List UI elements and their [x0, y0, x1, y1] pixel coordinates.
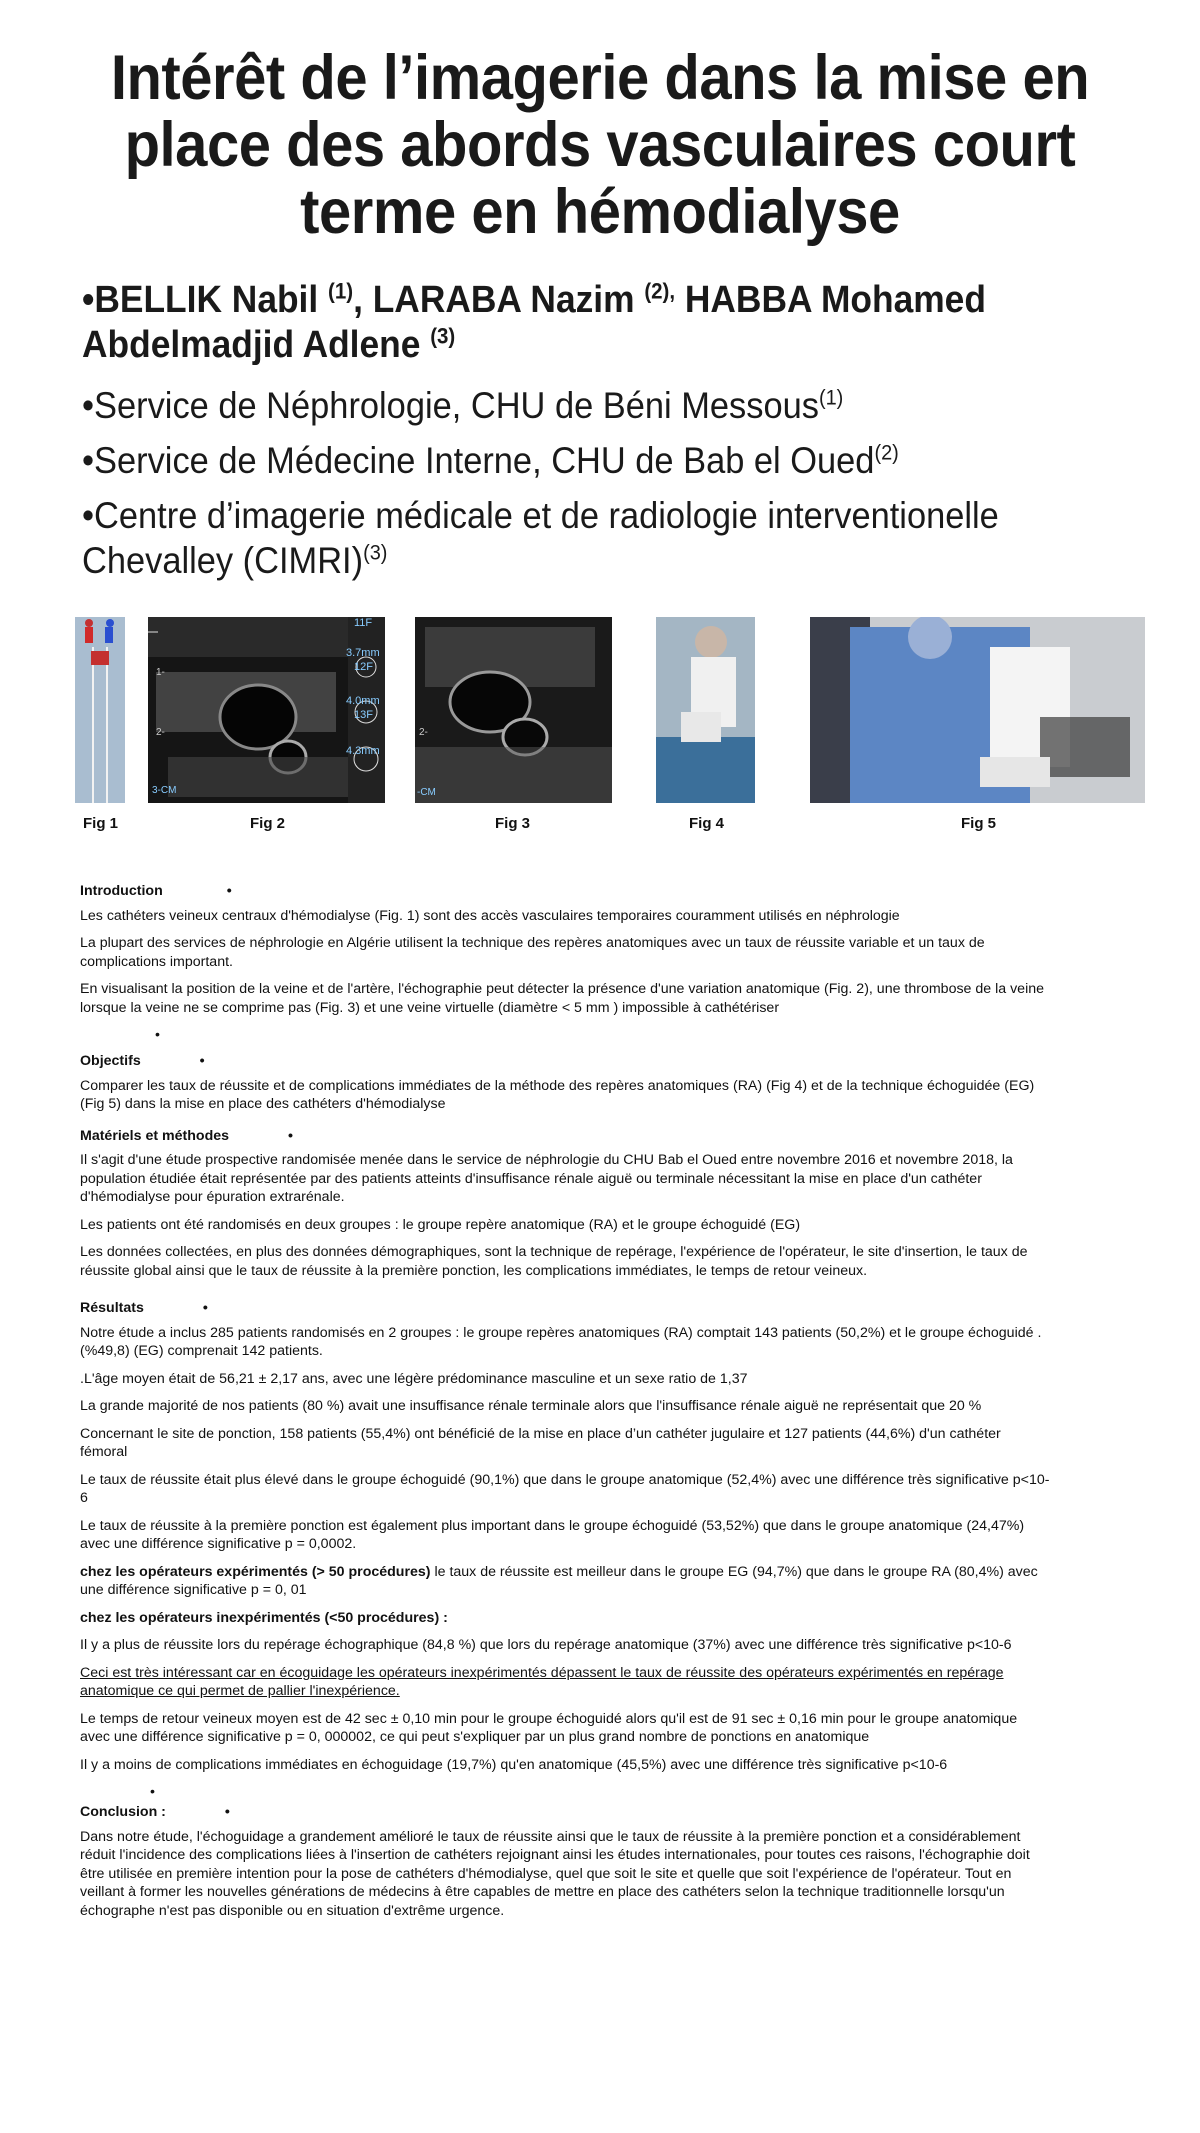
figure-4-procedure-photo — [656, 617, 755, 803]
fig-3-caption: Fig 3 — [495, 815, 531, 832]
fig2-label-3-7mm: 3.7mm — [346, 647, 380, 659]
fig2-label-11f: 11F — [354, 617, 373, 629]
conclusion-heading-text: Conclusion : — [80, 1804, 166, 1820]
methodes-heading — [80, 1127, 1090, 1146]
resultats-paragraph-9: Il y a plus de réussite lors du repérage échographique (84,8 %) que lors du repérage anatomique (37%) avec une différence très significative p<10-6 — [80, 1637, 1012, 1653]
bullet-dot: • — [287, 1127, 293, 1144]
fig2-label-1: 1- — [156, 667, 165, 678]
affiliation-2-text: •Service de Médecine Interne, CHU de Bab el Oued — [82, 440, 875, 481]
affiliation-3 — [82, 493, 1086, 583]
poster-title: Intérêt de l’imagerie dans la mise en place des abords vasculaires court terme en hémodialyse — [110, 43, 1090, 247]
affiliation-1-text: •Service de Néphrologie, CHU de Béni Messous — [82, 385, 819, 426]
bullet-dot: • — [199, 1053, 205, 1069]
resultats-paragraph-12: Il y a moins de complications immédiates en échoguidage (19,7%) qu'en anatomique (45,5%) avec une différence très significative p<10-6 — [80, 1756, 948, 1773]
objectifs-heading-text: Objectifs — [80, 1053, 141, 1069]
fig2-label-3-cm: 3-CM — [152, 785, 177, 796]
introduction-heading — [80, 882, 1090, 901]
bullet-dot: • — [202, 1300, 208, 1316]
procedure-photo-4 — [656, 617, 755, 803]
author-line-2: Abdelmadjid Adlene — [82, 324, 431, 366]
resultats-paragraph-7 — [80, 1563, 1090, 1600]
resultats-paragraph-5: Le taux de réussite était plus élevé dans le groupe échoguidé (90,1%) que dans le groupe anatomique (52,4%) avec une différence très significative p<10-6 — [80, 1471, 1050, 1506]
fig2-label-4-3mm: 4.3mm — [346, 745, 380, 757]
fig2-label-2: 2- — [156, 727, 165, 738]
affiliation-1-sup: (1) — [818, 385, 844, 410]
fig-4-caption: Fig 4 — [689, 815, 725, 832]
methodes-heading-text: Matériels et méthodes — [80, 1127, 230, 1144]
intro-paragraph-1: Les cathéters veineux centraux d'hémodialyse (Fig. 1) sont des accès vasculaires temporaires couramment utilisés en néphrologie — [80, 907, 900, 924]
fig3-label-2: 2- — [419, 727, 428, 738]
poster-body — [80, 882, 1090, 1929]
figure-2-ultrasound — [148, 617, 385, 803]
affiliation-1 — [82, 383, 1086, 428]
conclusion-heading — [80, 1803, 1090, 1822]
figure-1-catheter-photo — [75, 617, 125, 803]
methodes-paragraph-3: Les données collectées, en plus des données démographiques, sont la technique de repérage, l'expérience de l'opérateur, le site d'insertion, le taux de réussite global ainsi que le taux de réussite à la première ponction, les complications immédiates, le temps de retour veineux. — [80, 1244, 1028, 1279]
authors — [82, 278, 1086, 368]
resultats-paragraph-1: Notre étude a inclus 285 patients randomisés en 2 groupes : le groupe repères anatomiques (RA) comptait 143 patients (50,2%) et le groupe échoguidé .(%49,8) (EG) comprenait 142 patients. — [80, 1324, 1042, 1359]
figure-5-procedure-photo — [810, 617, 1145, 803]
resultats-paragraph-10: Ceci est très intéressant car en écoguidage les opérateurs inexpérimentés dépassent le taux de réussite des opérateurs expérimentés en repérage anatomique ce qui permet de pallier l'inexpérience. — [80, 1664, 1004, 1699]
introduction-heading-text: Introduction — [80, 883, 163, 899]
resultats-paragraph-6: Le taux de réussite à la première ponction est également plus important dans le groupe échoguidé (53,52%) que dans le groupe anatomique (24,47%) avec une différence significative p = 0,0002. — [80, 1517, 1025, 1552]
intro-paragraph-3: En visualisant la position de la veine et de l'artère, l'échographie peut détecter la présence d'une variation anatomique (Fig. 2), une thrombose de la veine lorsque la veine ne se comprime pas (Fig. 3) et une veine virtuelle (diamètre < 5 mm ) impossible à cathétériser — [80, 981, 1045, 1016]
fig-2-caption: Fig 2 — [250, 815, 286, 832]
fig2-label-12f: 12F — [354, 661, 373, 673]
experienced-operators-text: le taux de réussite est meilleur dans le groupe EG (94,7%) que dans le groupe RA (80,4%) avec une différence significative p = 0, 01 — [80, 1563, 1038, 1598]
author-sup-1: (1) — [328, 278, 354, 304]
procedure-photo-5 — [810, 617, 1145, 803]
objectifs-paragraph-1: Comparer les taux de réussite et de complications immédiates de la méthode des repères anatomiques (RA) (Fig 4) et de la technique échoguidée (EG) (Fig 5) dans la mise en place des cathéters d'hémodialyse — [80, 1077, 1035, 1112]
fig3-label-cm: -CM — [417, 787, 436, 798]
fig-1-caption: Fig 1 — [83, 815, 119, 832]
objectifs-heading — [80, 1052, 1090, 1071]
fig-5-caption: Fig 5 — [961, 815, 997, 832]
author-line-1c: HABBA Mohamed — [675, 279, 986, 321]
bullet-dot: • — [155, 1027, 160, 1043]
resultats-heading — [80, 1299, 1090, 1318]
bullet-dot: • — [226, 883, 232, 899]
fig2-label-4-0mm: 4.0mm — [346, 695, 380, 707]
author-sup-2: (2), — [644, 278, 676, 304]
catheter-illustration — [75, 617, 125, 803]
conclusion-paragraph-1: Dans notre étude, l'échoguidage a grandement amélioré le taux de réussite ainsi que le taux de réussite à la première ponction et a considérablement réduit l'incidence des complications liées à l'insertion de cathéters rejoignant ainsi les études internationales, pour toutes ces raisons, l'échographie doit être utilisée en première intention pour la pose de cathéters d'hémodialyse, quel que soit le site et quelle que soit l'expérience de l'opérateur. Tout en veillant à former les nouvelles générations de médecins à être capables de mettre en place des cathéters selon la technique traditionnelle lorsqu'un échographe n'est pas disponible ou en situation d'extrême urgence. — [80, 1828, 1030, 1919]
ultrasound-image-3 — [415, 617, 612, 803]
bullet-dot: • — [150, 1784, 155, 1800]
ultrasound-image-2 — [148, 617, 385, 803]
affiliation-2-sup: (2) — [874, 440, 899, 465]
resultats-paragraph-4: Concernant le site de ponction, 158 patients (55,4%) ont bénéficié de la mise en place d’un cathéter jugulaire et 127 patients (44,6%) d'un cathéter fémoral — [80, 1425, 1001, 1460]
intro-paragraph-2: La plupart des services de néphrologie en Algérie utilisent la technique des repères anatomiques avec un taux de réussite variable et un taux de complications important. — [80, 935, 985, 970]
resultats-paragraph-2: .L'âge moyen était de 56,21 ± 2,17 ans, avec une légère prédominance masculine et un sexe ratio de 1,37 — [80, 1370, 748, 1387]
resultats-paragraph-11: Le temps de retour veineux moyen est de 42 sec ± 0,10 min pour le groupe échoguidé alors qu'il est de 91 sec ± 0,16 min pour le groupe anatomique avec une différence significative p = 0, 000002, ce qui peut s'expliquer par un plus grand nombre de ponctions en anatomique — [80, 1710, 1018, 1745]
affiliation-3-text: •Centre d’imagerie médicale et de radiologie interventionelle Chevalley (CIMRI) — [82, 495, 999, 581]
methodes-paragraph-2: Les patients ont été randomisés en deux groupes : le groupe repère anatomique (RA) et le groupe échoguidé (EG) — [80, 1216, 801, 1233]
affiliation-3-sup: (3) — [363, 540, 388, 565]
resultats-heading-text: Résultats — [80, 1300, 144, 1316]
author-sup-3: (3) — [430, 323, 456, 349]
author-line-1a: •BELLIK Nabil — [82, 279, 329, 321]
experienced-operators-label: chez les opérateurs expérimentés (> 50 procédures) — [80, 1563, 431, 1580]
author-line-1b: , LARABA Nazim — [353, 279, 645, 321]
affiliation-2 — [82, 438, 1086, 483]
bullet-dot: • — [224, 1804, 230, 1820]
methodes-paragraph-1: Il s'agit d'une étude prospective randomisée menée dans le service de néphrologie du CHU Bab el Oued entre novembre 2016 et novembre 2018, la population étudiée était représentée par des patients atteints d'insuffisance rénale aiguë ou terminale nécessitant la mise en place d'un cathéter d'hémodialyse pour épuration extrarénale. — [80, 1152, 1013, 1205]
fig2-label-13f: 13F — [354, 709, 373, 721]
resultats-paragraph-3: La grande majorité de nos patients (80 %) avait une insuffisance rénale terminale alors que l'insuffisance rénale aiguë ne représentait que 20 % — [80, 1398, 982, 1414]
figure-3-ultrasound — [415, 617, 612, 803]
inexperienced-operators-label: chez les opérateurs inexpérimentés (<50 procédures) : — [80, 1609, 448, 1626]
